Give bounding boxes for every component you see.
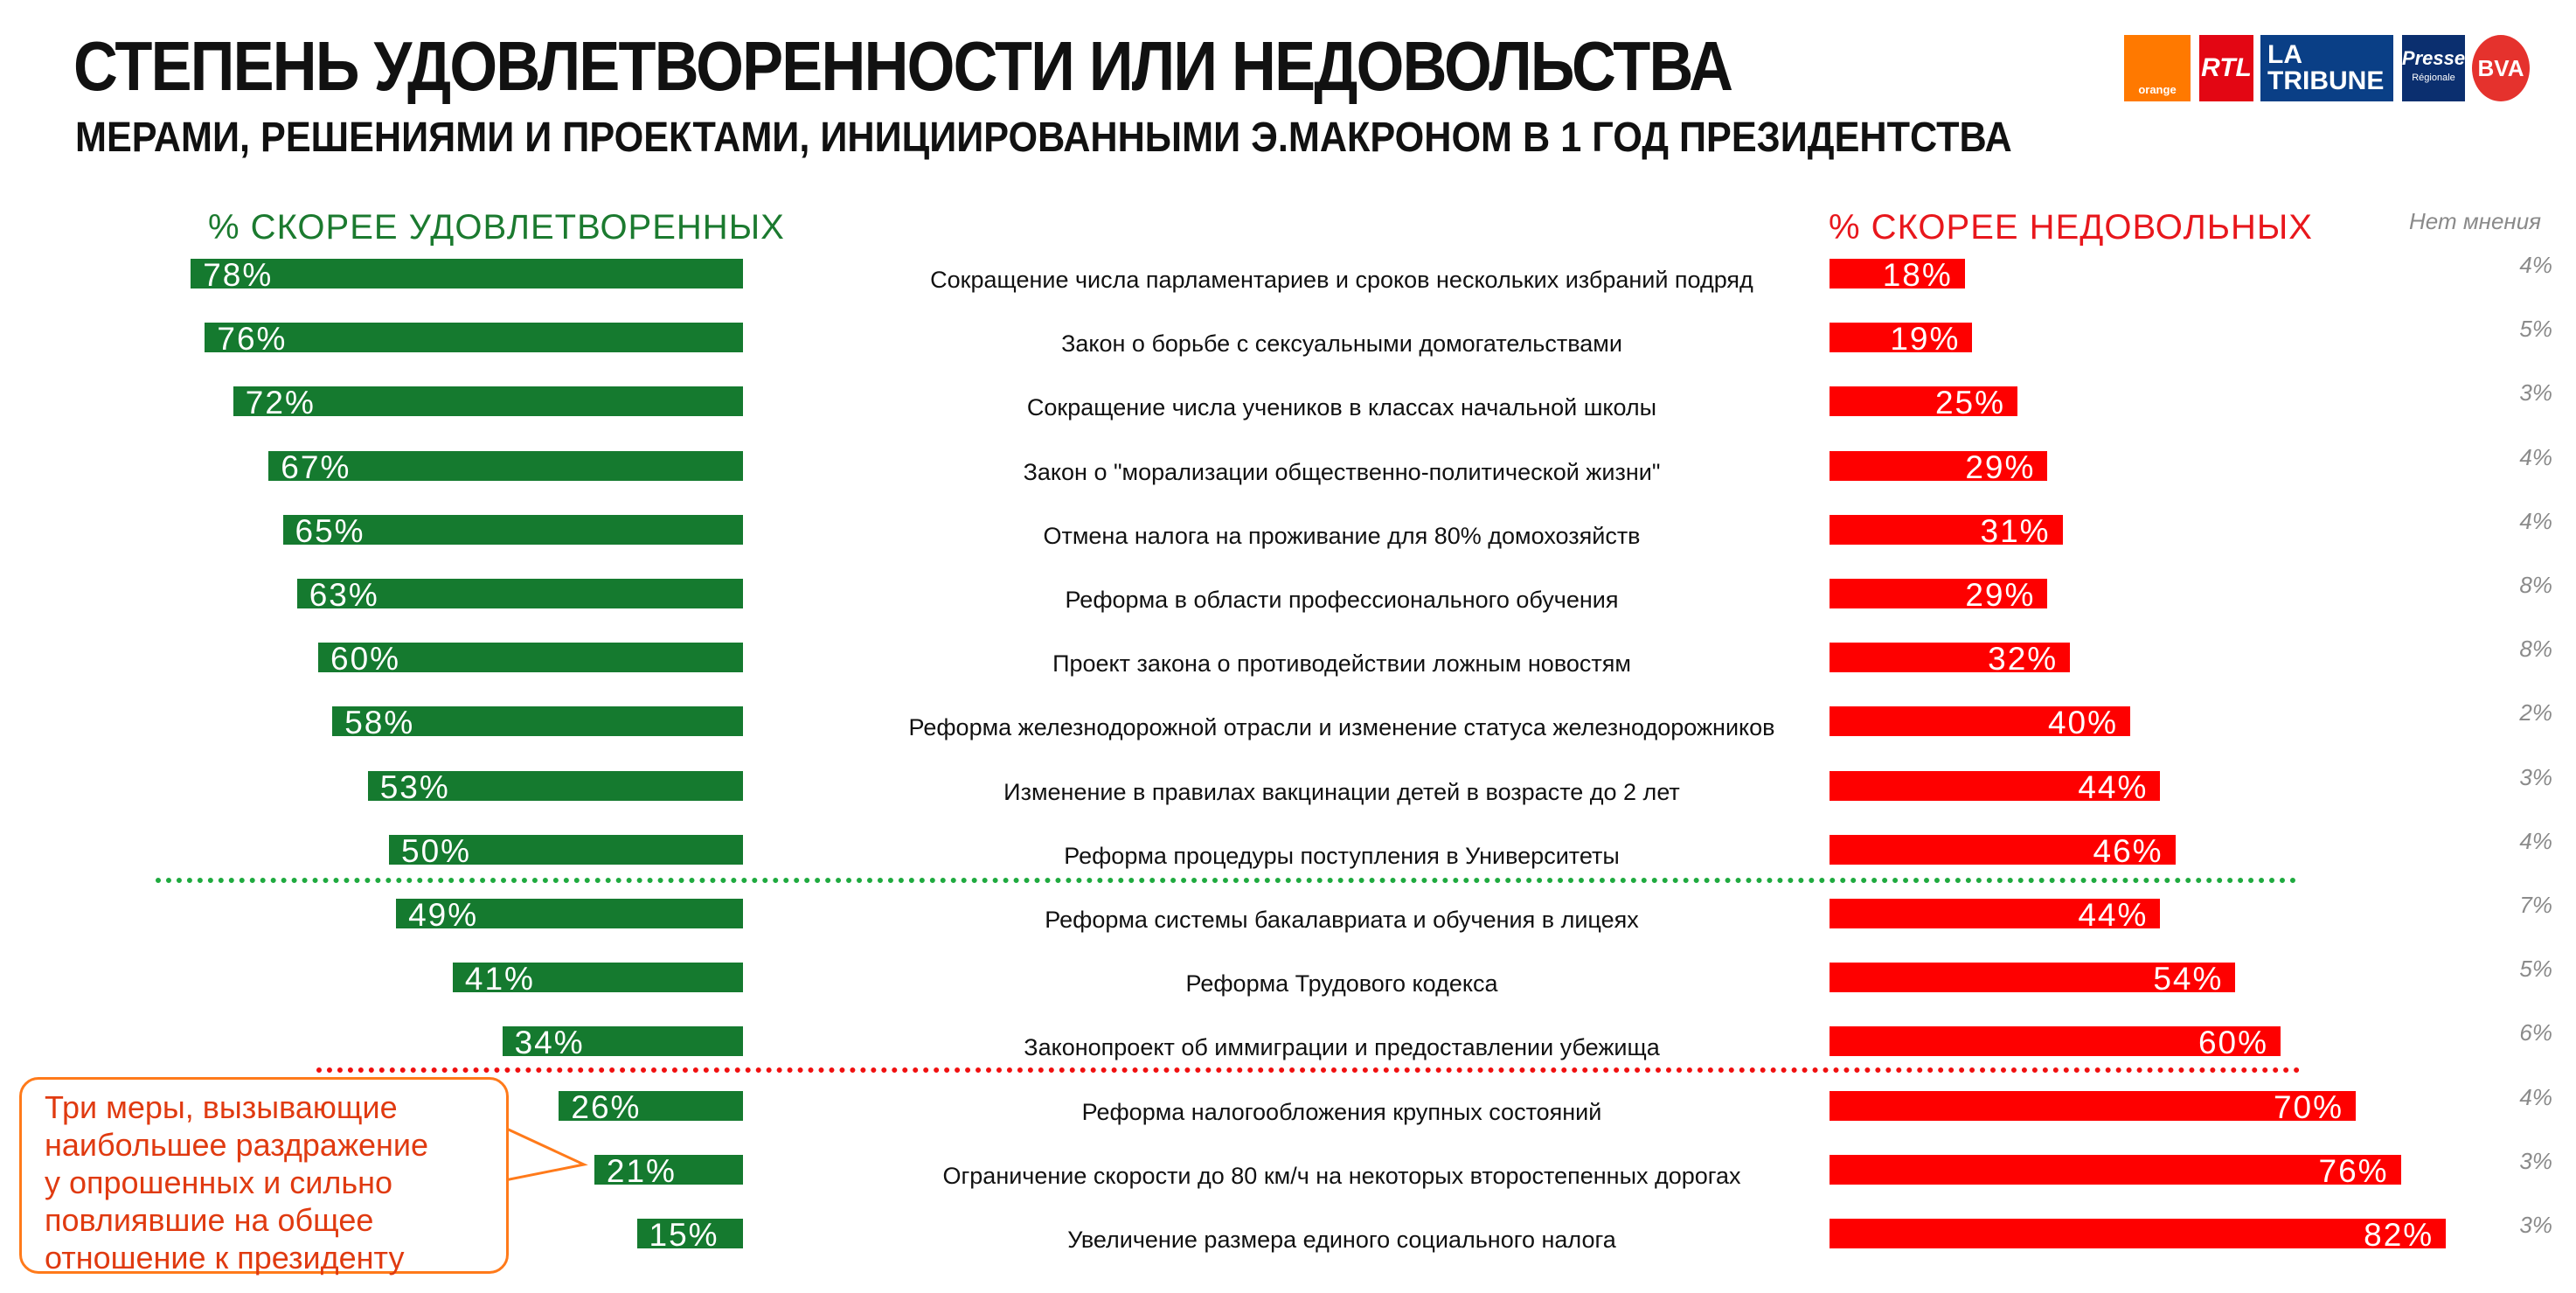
satisfied-value-label: 78%	[203, 257, 274, 293]
category-label: Изменение в правилах вакцинации детей в возрасте до 2 лет	[1003, 779, 1680, 805]
no-opinion-header: Нет мнения	[2409, 208, 2542, 234]
dissatisfied-value-label: 76%	[2318, 1153, 2389, 1189]
category-label: Закон о борьбе с сексуальными домогательствами	[1061, 330, 1622, 357]
dissatisfied-value-label: 29%	[1965, 449, 2036, 485]
category-label: Сокращение числа учеников в классах начальной школы	[1026, 394, 1657, 421]
page-subtitle: МЕРАМИ, РЕШЕНИЯМИ И ПРОЕКТАМИ, ИНИЦИИРОВАННЫМИ Э.МАКРОНОМ В 1 ГОД ПРЕЗИДЕНТСТВА	[75, 115, 2012, 161]
category-label: Закон о "морализации общественно-политической жизни"	[1023, 459, 1661, 485]
no-opinion-value: 3%	[2519, 1148, 2552, 1174]
presse-logo-top: Presse	[2402, 47, 2465, 69]
no-opinion-value: 7%	[2519, 892, 2552, 918]
satisfied-value-label: 60%	[330, 641, 401, 677]
satisfied-value-label: 34%	[514, 1025, 585, 1060]
dissatisfied-value-label: 46%	[2093, 833, 2163, 869]
category-label: Реформа процедуры поступления в Университеты	[1064, 843, 1620, 869]
dissatisfied-value-label: 31%	[1980, 513, 2051, 549]
callout-line: у опрошенных и сильно	[45, 1164, 392, 1200]
no-opinion-value: 8%	[2519, 636, 2552, 662]
satisfied-value-label: 63%	[309, 577, 379, 613]
satisfied-value-label: 49%	[408, 897, 479, 933]
callout-line: наибольшее раздражение	[45, 1127, 429, 1163]
dissatisfied-value-label: 82%	[2364, 1217, 2434, 1253]
callout-line: Три меры, вызывающие	[45, 1089, 398, 1125]
dissatisfied-value-label: 44%	[2078, 769, 2149, 805]
satisfied-value-label: 21%	[606, 1153, 677, 1189]
callout-line: отношение к президенту	[45, 1240, 405, 1276]
dissatisfied-value-label: 60%	[2198, 1025, 2268, 1060]
category-label: Реформа Трудового кодекса	[1185, 970, 1498, 997]
category-label: Ограничение скорости до 80 км/ч на некоторых второстепенных дорогах	[942, 1163, 1741, 1189]
category-label: Реформа в области профессионального обучения	[1065, 587, 1619, 613]
satisfied-value-label: 67%	[281, 449, 351, 485]
satisfied-value-label: 41%	[464, 961, 535, 997]
category-label: Увеличение размера единого социального налога	[1067, 1227, 1616, 1253]
dissatisfied-header: % СКОРЕЕ НЕДОВОЛЬНЫХ	[1829, 208, 2313, 247]
no-opinion-value: 3%	[2519, 1212, 2552, 1238]
satisfied-value-label: 50%	[401, 833, 472, 869]
dissatisfied-value-label: 19%	[1890, 321, 1961, 357]
dissatisfied-value-label: 70%	[2273, 1089, 2343, 1125]
rtl-logo: RTL	[2199, 35, 2253, 101]
dissatisfied-value-label: 18%	[1882, 257, 1953, 293]
satisfied-value-label: 58%	[344, 705, 415, 740]
category-label: Проект закона о противодействии ложным новостям	[1052, 650, 1631, 677]
category-label: Законопроект об иммиграции и предоставлении убежища	[1024, 1034, 1660, 1060]
page-title: СТЕПЕНЬ УДОВЛЕТВОРЕННОСТИ ИЛИ НЕДОВОЛЬСТВА	[73, 27, 1732, 105]
satisfied-value-label: 26%	[571, 1089, 642, 1125]
dissatisfied-value-label: 54%	[2153, 961, 2224, 997]
la-tribune-logo-top: LA	[2267, 40, 2302, 69]
no-opinion-value: 3%	[2519, 379, 2552, 406]
no-opinion-value: 6%	[2519, 1019, 2552, 1046]
category-label: Сокращение числа парламентариев и сроков нескольких избраний подряд	[930, 267, 1753, 293]
no-opinion-value: 4%	[2519, 508, 2552, 534]
dissatisfied-value-label: 44%	[2078, 897, 2149, 933]
no-opinion-value: 4%	[2519, 444, 2552, 470]
callout-box	[19, 1077, 509, 1274]
la-tribune-logo-bottom: TRIBUNE	[2267, 66, 2385, 95]
category-label: Реформа налогообложения крупных состояний	[1081, 1099, 1602, 1125]
dissatisfied-value-label: 32%	[1988, 641, 2059, 677]
no-opinion-value: 4%	[2519, 1084, 2552, 1110]
satisfied-value-label: 72%	[245, 385, 316, 421]
presse-logo-bottom: Régionale	[2412, 73, 2455, 83]
category-label: Реформа системы бакалавриата и обучения в лицеях	[1045, 907, 1639, 933]
no-opinion-value: 2%	[2519, 699, 2552, 726]
orange-logo: orange	[2124, 35, 2191, 101]
satisfied-header: % СКОРЕЕ УДОВЛЕТВОРЕННЫХ	[208, 208, 785, 247]
satisfied-value-label: 76%	[217, 321, 288, 357]
dissatisfied-value-label: 29%	[1965, 577, 2036, 613]
no-opinion-value: 4%	[2519, 828, 2552, 854]
no-opinion-value: 5%	[2519, 316, 2552, 342]
satisfied-value-label: 65%	[295, 513, 365, 549]
satisfied-value-label: 15%	[649, 1217, 719, 1253]
no-opinion-value: 4%	[2519, 252, 2552, 278]
dissatisfied-value-label: 25%	[1934, 385, 2005, 421]
category-label: Отмена налога на проживание для 80% домохозяйств	[1043, 523, 1641, 549]
category-label: Реформа железнодорожной отрасли и изменение статуса железнодорожников	[908, 714, 1775, 740]
no-opinion-value: 5%	[2519, 956, 2552, 982]
no-opinion-value: 3%	[2519, 764, 2552, 790]
callout-line: повлиявшие на общее	[45, 1202, 374, 1238]
bva-logo: BVA	[2472, 35, 2530, 101]
dissatisfied-value-label: 40%	[2047, 705, 2118, 740]
no-opinion-value: 8%	[2519, 572, 2552, 598]
satisfied-value-label: 53%	[379, 769, 450, 805]
